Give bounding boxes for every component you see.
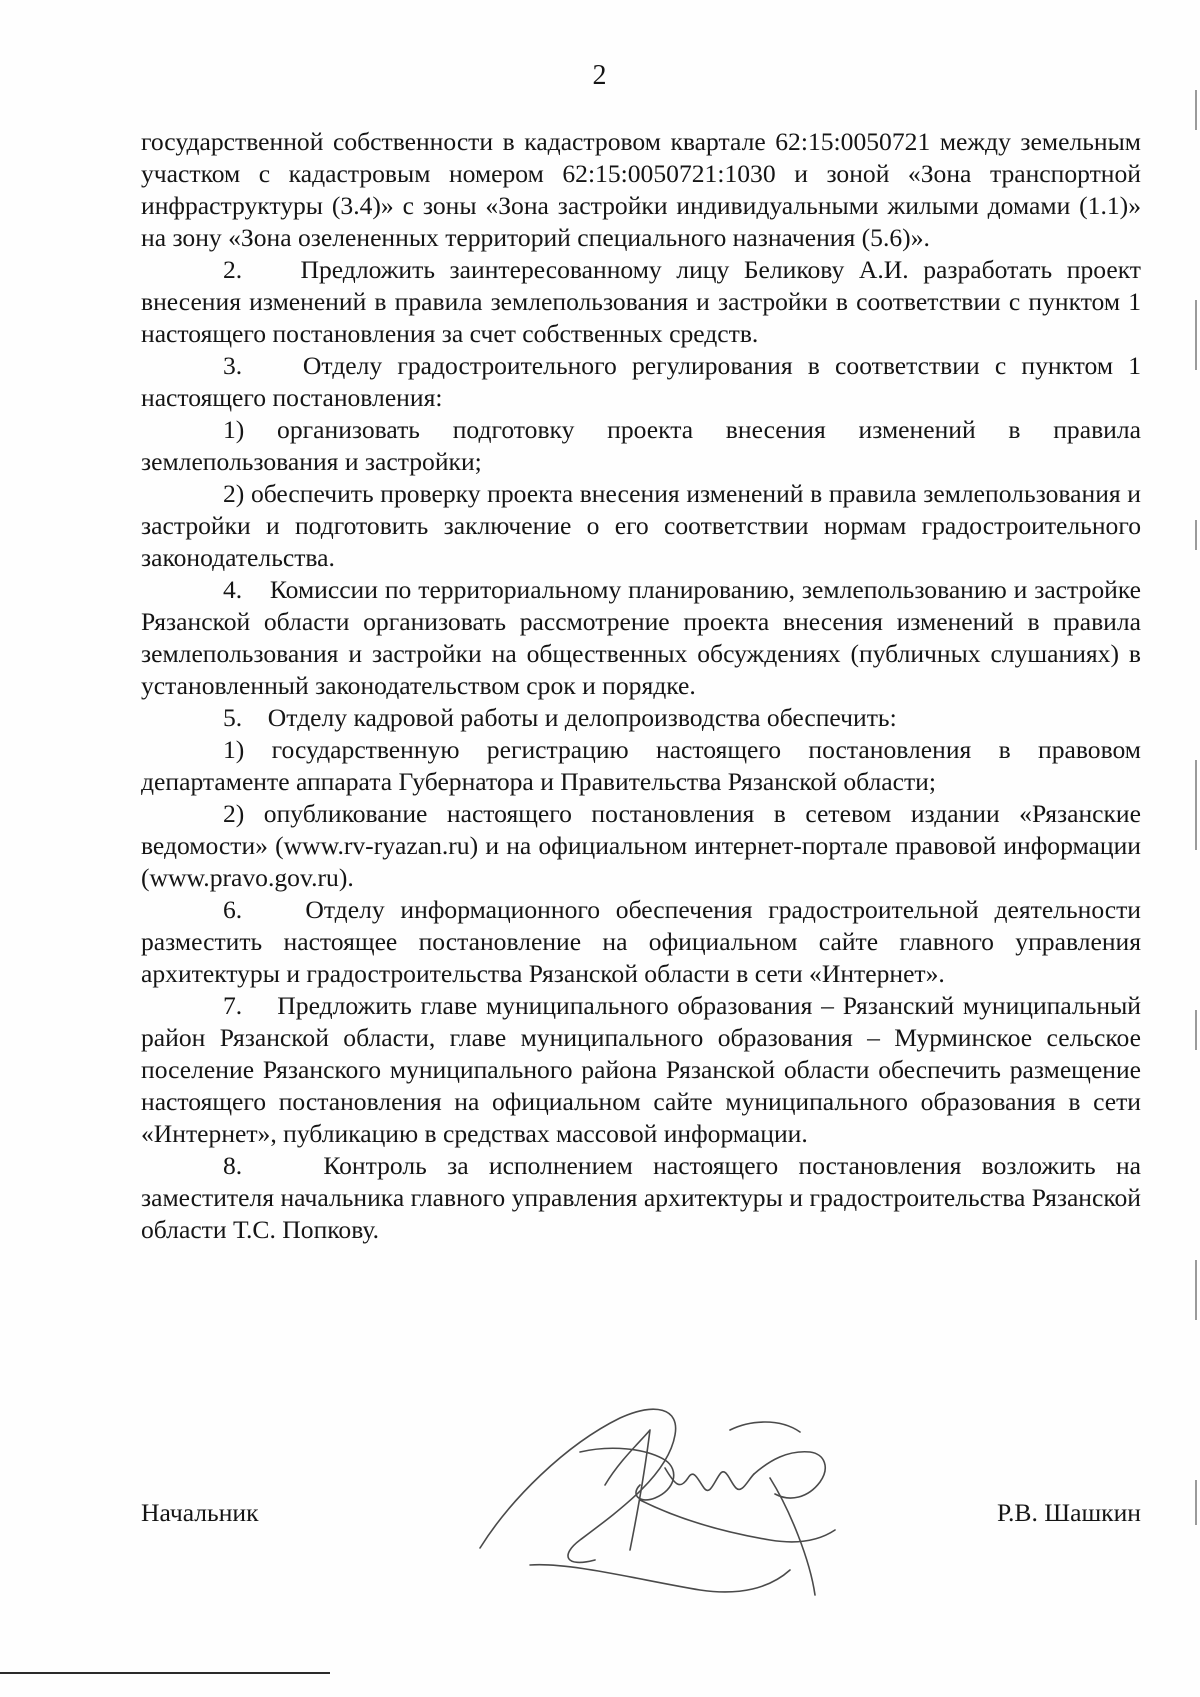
paragraph-item-8: 8. Контроль за исполнением настоящего постановления возложить на заместителя начальника главного управления архитектуры и градостроительства Рязанской области Т.С. Попкову. bbox=[141, 1151, 1141, 1244]
signature-block bbox=[141, 1498, 1141, 1538]
paragraph-item-2: 2. Предложить заинтересованному лицу Беликову А.И. разработать проект внесения изменений в правила землепользования и застройки в соответствии с пунктом 1 настоящего постановления за счет собственных средств. bbox=[141, 255, 1141, 348]
paragraph-subitem-3-2: 2) обеспечить проверку проекта внесения изменений в правила землепользования и застройки и подготовить заключение о его соответствии нормам градостроительного законодательства. bbox=[141, 479, 1141, 572]
paragraph-subitem-5-2: 2) опубликование настоящего постановления в сетевом издании «Рязанские ведомости» (www.rv-ryazan.ru) и на официальном интернет-портале правовой информации (www.pravo.gov.ru). bbox=[141, 799, 1141, 892]
paragraph-item-7: 7. Предложить главе муниципального образования – Рязанский муниципальный район Рязанской области, главе муниципального образования – Мурминское сельское поселение Рязанского муниципального района Рязанской области обеспечить размещение настоящего постановления на официальном сайте муниципального образования в сети «Интернет», публикацию в средствах массовой информации. bbox=[141, 991, 1141, 1148]
signatory-name: Р.В. Шашкин bbox=[996, 1498, 1141, 1527]
bottom-edge-line bbox=[0, 1672, 330, 1674]
page-number: 2 bbox=[592, 60, 608, 91]
document-body bbox=[141, 126, 1141, 1246]
paragraph-item-4: 4. Комиссии по территориальному планированию, землепользованию и застройке Рязанской области организовать рассмотрение проекта внесения изменений в правила землепользования и застройки на общественных обсуждениях (публичных слушаниях) в установленный законодательством срок и порядке. bbox=[141, 575, 1141, 700]
signatory-title: Начальник bbox=[141, 1498, 259, 1527]
paragraph-item-5: 5. Отделу кадровой работы и делопроизводства обеспечить: bbox=[223, 703, 897, 732]
paragraph-subitem-5-1: 1) государственную регистрацию настоящего постановления в правовом департаменте аппарата Губернатора и Правительства Рязанской области; bbox=[141, 735, 1141, 796]
scan-edge-marks bbox=[1186, 0, 1200, 1697]
paragraph-item-3: 3. Отделу градостроительного регулирования в соответствии с пунктом 1 настоящего постановления: bbox=[141, 351, 1141, 412]
paragraph-item-6: 6. Отделу информационного обеспечения градостроительной деятельности разместить настоящее постановление на официальном сайте главного управления архитектуры и градостроительства Рязанской области в сети «Интернет». bbox=[141, 895, 1141, 988]
paragraph-subitem-3-1: 1) организовать подготовку проекта внесения изменений в правила землепользования и застройки; bbox=[141, 415, 1141, 476]
paragraph-continuation: государственной собственности в кадастровом квартале 62:15:0050721 между земельным участком с кадастровым номером 62:15:0050721:1030 и зоной «Зона транспортной инфраструктуры (3.4)» с зоны «Зона застройки индивидуальными жилыми домами (1.1)» на зону «Зона озелененных территорий специального назначения (5.6)». bbox=[141, 127, 1141, 252]
